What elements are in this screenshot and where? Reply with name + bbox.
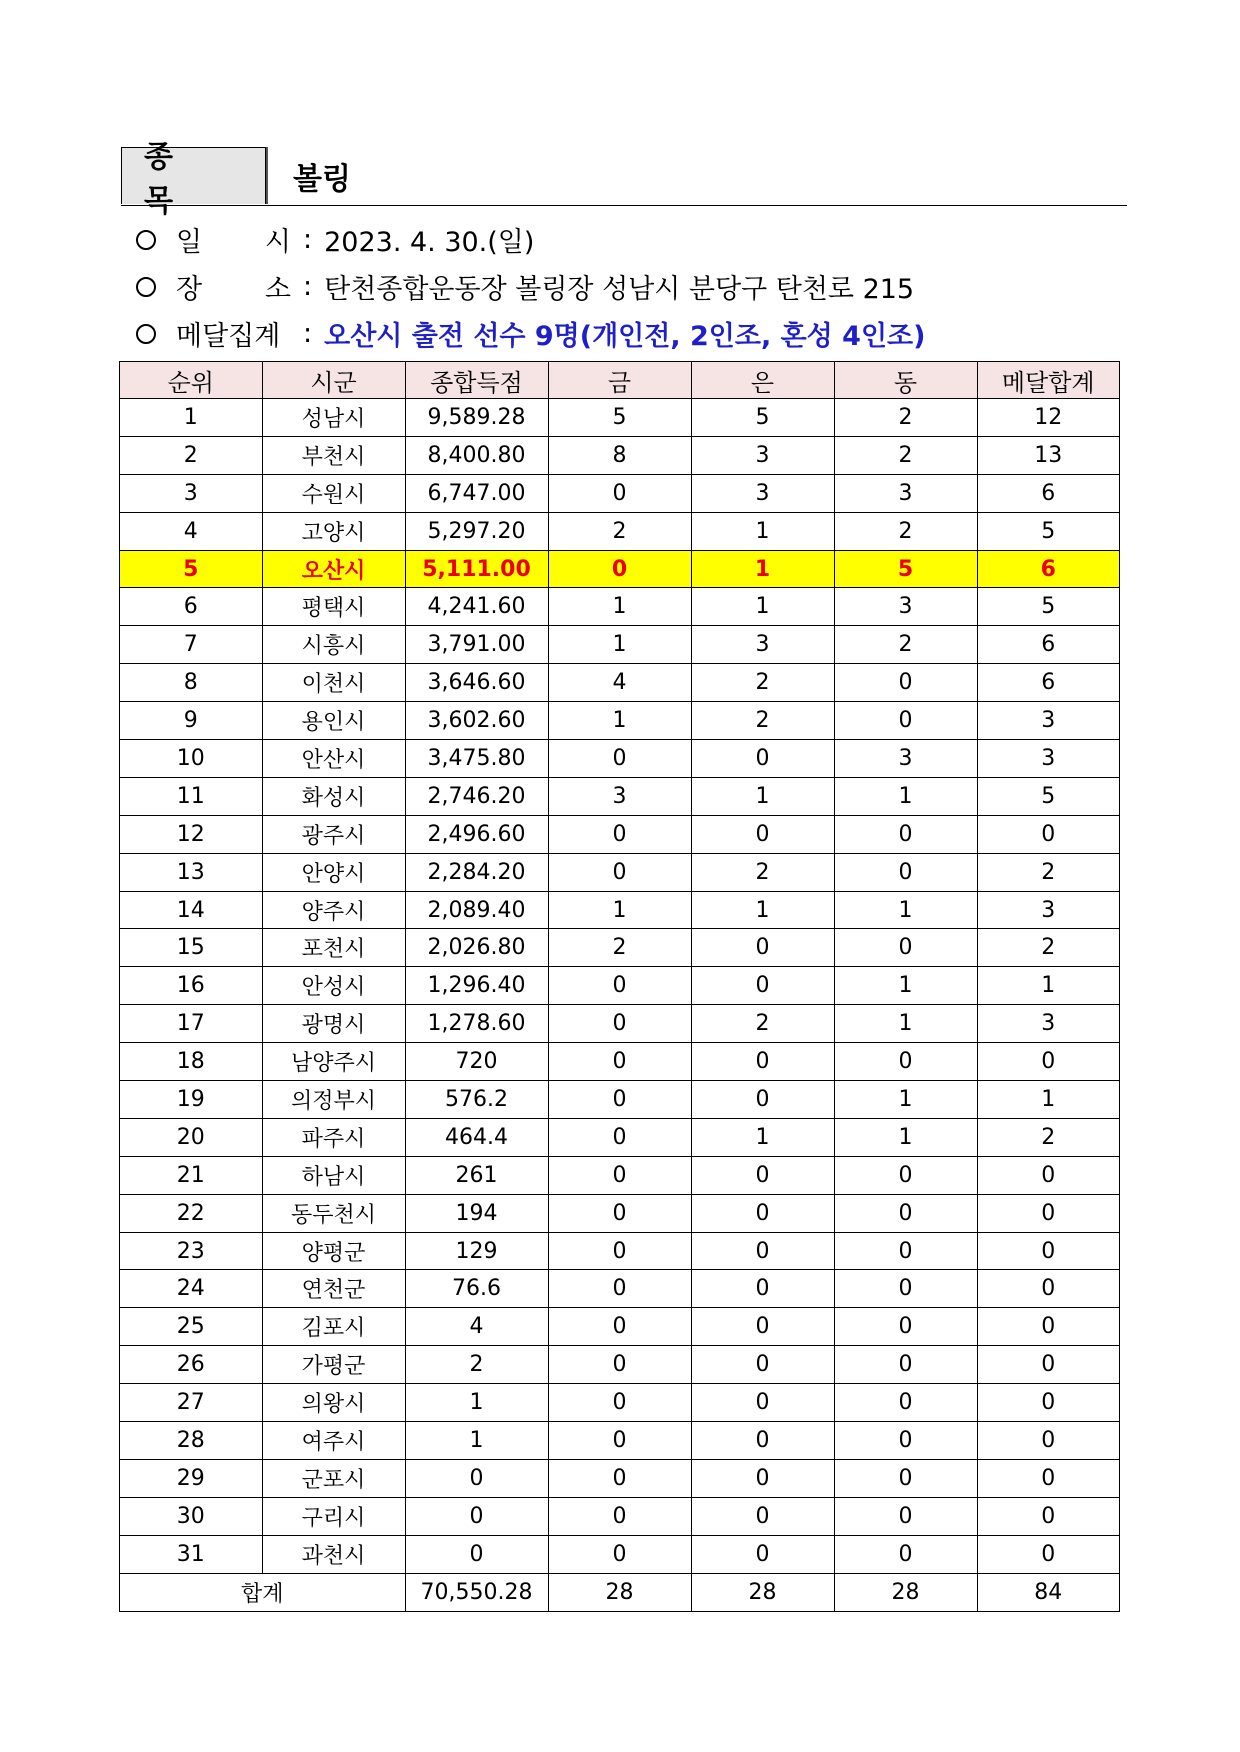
medal-total-cell: 0 xyxy=(977,1422,1120,1460)
table-row xyxy=(120,399,1120,437)
city-cell: 여주시 xyxy=(262,1422,405,1460)
city-cell: 양평군 xyxy=(262,1232,405,1270)
city-cell: 안산시 xyxy=(262,740,405,778)
table-row xyxy=(120,929,1120,967)
medal-total-cell: 1 xyxy=(977,967,1120,1005)
gold-cell: 1 xyxy=(548,626,691,664)
table-row xyxy=(120,853,1120,891)
silver-cell: 3 xyxy=(691,436,834,474)
score-cell: 4 xyxy=(405,1308,548,1346)
medal-total-cell: 2 xyxy=(977,1118,1120,1156)
silver-cell: 0 xyxy=(691,1194,834,1232)
city-cell: 부천시 xyxy=(262,436,405,474)
silver-cell: 0 xyxy=(691,1043,834,1081)
rank-cell: 21 xyxy=(120,1156,263,1194)
gold-cell: 0 xyxy=(548,1081,691,1119)
gold-cell: 0 xyxy=(548,1118,691,1156)
table-row xyxy=(120,967,1120,1005)
score-cell: 0 xyxy=(405,1535,548,1573)
score-cell: 464.4 xyxy=(405,1118,548,1156)
score-cell: 1,296.40 xyxy=(405,967,548,1005)
medal-total-cell: 0 xyxy=(977,1156,1120,1194)
rank-cell: 26 xyxy=(120,1346,263,1384)
table-row xyxy=(120,815,1120,853)
gold-cell: 0 xyxy=(548,1156,691,1194)
rank-cell: 7 xyxy=(120,626,263,664)
medal-total-cell: 5 xyxy=(977,777,1120,815)
title-value: 볼링 xyxy=(293,161,351,197)
bronze-cell: 0 xyxy=(834,1308,977,1346)
silver-cell: 1 xyxy=(691,512,834,550)
silver-cell: 0 xyxy=(691,1081,834,1119)
total-score: 70,550.28 xyxy=(405,1573,548,1611)
column-header-city: 시군 xyxy=(262,362,405,399)
rank-cell: 12 xyxy=(120,815,263,853)
score-cell: 8,400.80 xyxy=(405,436,548,474)
rank-cell: 30 xyxy=(120,1497,263,1535)
rank-cell: 9 xyxy=(120,702,263,740)
gold-cell: 8 xyxy=(548,436,691,474)
city-cell: 고양시 xyxy=(262,512,405,550)
column-header-silver: 은 xyxy=(691,362,834,399)
silver-cell: 0 xyxy=(691,1535,834,1573)
gold-cell: 1 xyxy=(548,891,691,929)
table-row xyxy=(120,1535,1120,1573)
rank-cell: 25 xyxy=(120,1308,263,1346)
table-row xyxy=(120,1497,1120,1535)
circle-bullet-icon xyxy=(136,230,156,250)
silver-cell: 0 xyxy=(691,1384,834,1422)
table-row xyxy=(120,740,1120,778)
silver-cell: 1 xyxy=(691,588,834,626)
gold-cell: 0 xyxy=(548,474,691,512)
table-row xyxy=(120,436,1120,474)
score-cell: 2 xyxy=(405,1346,548,1384)
silver-cell: 0 xyxy=(691,967,834,1005)
bronze-cell: 0 xyxy=(834,1270,977,1308)
silver-cell: 0 xyxy=(691,1270,834,1308)
rank-cell: 4 xyxy=(120,512,263,550)
info-summary-value: 오산시 출전 선수 9명(개인전, 2인조, 혼성 4인조) xyxy=(324,321,926,352)
bronze-cell: 1 xyxy=(834,1005,977,1043)
gold-cell: 0 xyxy=(548,1535,691,1573)
gold-cell: 0 xyxy=(548,1459,691,1497)
city-cell: 남양주시 xyxy=(262,1043,405,1081)
table-row xyxy=(120,1270,1120,1308)
medal-total-cell: 5 xyxy=(977,512,1120,550)
medal-total-cell: 6 xyxy=(977,626,1120,664)
bronze-cell: 0 xyxy=(834,1535,977,1573)
gold-cell: 0 xyxy=(548,550,691,588)
bronze-cell: 0 xyxy=(834,702,977,740)
table-row xyxy=(120,1384,1120,1422)
rank-cell: 28 xyxy=(120,1422,263,1460)
score-cell: 2,026.80 xyxy=(405,929,548,967)
gold-cell: 0 xyxy=(548,1308,691,1346)
score-cell: 1,278.60 xyxy=(405,1005,548,1043)
score-cell: 3,646.60 xyxy=(405,664,548,702)
rank-cell: 13 xyxy=(120,853,263,891)
bronze-cell: 5 xyxy=(834,550,977,588)
gold-cell: 0 xyxy=(548,1497,691,1535)
medal-total-cell: 3 xyxy=(977,702,1120,740)
city-cell: 오산시 xyxy=(262,550,405,588)
rank-cell: 20 xyxy=(120,1118,263,1156)
medal-total-cell: 0 xyxy=(977,1043,1120,1081)
rank-cell: 10 xyxy=(120,740,263,778)
bronze-cell: 0 xyxy=(834,1384,977,1422)
silver-cell: 3 xyxy=(691,474,834,512)
info-colon: : xyxy=(303,271,313,302)
medal-total-cell: 13 xyxy=(977,436,1120,474)
city-cell: 시흥시 xyxy=(262,626,405,664)
score-cell: 9,589.28 xyxy=(405,399,548,437)
gold-cell: 0 xyxy=(548,1194,691,1232)
medal-total-cell: 3 xyxy=(977,740,1120,778)
gold-cell: 3 xyxy=(548,777,691,815)
score-cell: 2,496.60 xyxy=(405,815,548,853)
table-row xyxy=(120,474,1120,512)
column-header-score: 종합득점 xyxy=(405,362,548,399)
bronze-cell: 2 xyxy=(834,436,977,474)
city-cell: 광명시 xyxy=(262,1005,405,1043)
silver-cell: 2 xyxy=(691,1005,834,1043)
rank-cell: 5 xyxy=(120,550,263,588)
gold-cell: 2 xyxy=(548,512,691,550)
rank-cell: 14 xyxy=(120,891,263,929)
total-label: 합계 xyxy=(120,1573,406,1611)
rank-cell: 8 xyxy=(120,664,263,702)
table-row xyxy=(120,512,1120,550)
rank-cell: 6 xyxy=(120,588,263,626)
medal-total-cell: 1 xyxy=(977,1081,1120,1119)
rank-cell: 11 xyxy=(120,777,263,815)
score-cell: 5,297.20 xyxy=(405,512,548,550)
medal-total-cell: 0 xyxy=(977,815,1120,853)
score-cell: 261 xyxy=(405,1156,548,1194)
rank-cell: 23 xyxy=(120,1232,263,1270)
medal-total-cell: 6 xyxy=(977,474,1120,512)
score-cell: 0 xyxy=(405,1459,548,1497)
bronze-cell: 3 xyxy=(834,588,977,626)
score-cell: 2,746.20 xyxy=(405,777,548,815)
city-cell: 의왕시 xyxy=(262,1384,405,1422)
title-row xyxy=(121,140,1127,219)
city-cell: 양주시 xyxy=(262,891,405,929)
table-row xyxy=(120,1459,1120,1497)
bronze-cell: 3 xyxy=(834,740,977,778)
rank-cell: 2 xyxy=(120,436,263,474)
rank-cell: 24 xyxy=(120,1270,263,1308)
city-cell: 군포시 xyxy=(262,1459,405,1497)
city-cell: 안양시 xyxy=(262,853,405,891)
score-cell: 5,111.00 xyxy=(405,550,548,588)
circle-bullet-icon xyxy=(136,324,156,344)
total-bronze: 28 xyxy=(834,1573,977,1611)
silver-cell: 0 xyxy=(691,1422,834,1460)
medal-total-cell: 0 xyxy=(977,1346,1120,1384)
rank-cell: 16 xyxy=(120,967,263,1005)
bronze-cell: 0 xyxy=(834,1422,977,1460)
gold-cell: 0 xyxy=(548,967,691,1005)
score-cell: 2,089.40 xyxy=(405,891,548,929)
silver-cell: 0 xyxy=(691,1308,834,1346)
score-cell: 2,284.20 xyxy=(405,853,548,891)
info-venue-value: 탄천종합운동장 볼링장 성남시 분당구 탄천로 215 xyxy=(324,274,915,305)
medal-total-cell: 3 xyxy=(977,891,1120,929)
medal-total-cell: 0 xyxy=(977,1308,1120,1346)
medal-total-cell: 12 xyxy=(977,399,1120,437)
table-row xyxy=(120,1346,1120,1384)
bronze-cell: 0 xyxy=(834,664,977,702)
table-header-row xyxy=(120,362,1120,399)
medal-total-cell: 0 xyxy=(977,1384,1120,1422)
score-cell: 129 xyxy=(405,1232,548,1270)
silver-cell: 0 xyxy=(691,740,834,778)
column-header-rank: 순위 xyxy=(120,362,263,399)
total-medals: 84 xyxy=(977,1573,1120,1611)
score-cell: 3,791.00 xyxy=(405,626,548,664)
city-cell: 수원시 xyxy=(262,474,405,512)
city-cell: 가평군 xyxy=(262,1346,405,1384)
gold-cell: 0 xyxy=(548,1384,691,1422)
bronze-cell: 0 xyxy=(834,1156,977,1194)
silver-cell: 0 xyxy=(691,1497,834,1535)
city-cell: 성남시 xyxy=(262,399,405,437)
score-cell: 0 xyxy=(405,1497,548,1535)
info-date-value: 2023. 4. 30.(일) xyxy=(324,227,535,258)
rank-cell: 18 xyxy=(120,1043,263,1081)
table-row xyxy=(120,550,1120,588)
medal-total-cell: 0 xyxy=(977,1232,1120,1270)
info-colon: : xyxy=(303,318,313,349)
rank-cell: 17 xyxy=(120,1005,263,1043)
table-row xyxy=(120,1156,1120,1194)
table-row xyxy=(120,1194,1120,1232)
bronze-cell: 3 xyxy=(834,474,977,512)
silver-cell: 0 xyxy=(691,815,834,853)
score-cell: 720 xyxy=(405,1043,548,1081)
medal-total-cell: 0 xyxy=(977,1194,1120,1232)
score-cell: 3,602.60 xyxy=(405,702,548,740)
silver-cell: 0 xyxy=(691,1156,834,1194)
score-cell: 3,475.80 xyxy=(405,740,548,778)
table-row xyxy=(120,664,1120,702)
gold-cell: 0 xyxy=(548,1232,691,1270)
score-cell: 4,241.60 xyxy=(405,588,548,626)
bronze-cell: 2 xyxy=(834,626,977,664)
table-row xyxy=(120,1043,1120,1081)
gold-cell: 5 xyxy=(548,399,691,437)
gold-cell: 4 xyxy=(548,664,691,702)
gold-cell: 0 xyxy=(548,740,691,778)
silver-cell: 0 xyxy=(691,929,834,967)
medal-total-cell: 3 xyxy=(977,1005,1120,1043)
score-cell: 6,747.00 xyxy=(405,474,548,512)
gold-cell: 0 xyxy=(548,1346,691,1384)
rank-cell: 3 xyxy=(120,474,263,512)
city-cell: 용인시 xyxy=(262,702,405,740)
table-row xyxy=(120,1081,1120,1119)
city-cell: 구리시 xyxy=(262,1497,405,1535)
bronze-cell: 1 xyxy=(834,967,977,1005)
bronze-cell: 0 xyxy=(834,1232,977,1270)
circle-bullet-icon xyxy=(136,277,156,297)
table-body xyxy=(120,399,1120,1574)
table-row xyxy=(120,1308,1120,1346)
city-cell: 김포시 xyxy=(262,1308,405,1346)
city-cell: 이천시 xyxy=(262,664,405,702)
silver-cell: 1 xyxy=(691,891,834,929)
gold-cell: 0 xyxy=(548,1270,691,1308)
silver-cell: 5 xyxy=(691,399,834,437)
info-summary-label: 메달집계 xyxy=(176,321,281,352)
column-header-gold: 금 xyxy=(548,362,691,399)
city-cell: 하남시 xyxy=(262,1156,405,1194)
info-date-label: 일 시 xyxy=(176,227,291,258)
table-row xyxy=(120,1422,1120,1460)
city-cell: 광주시 xyxy=(262,815,405,853)
rank-cell: 19 xyxy=(120,1081,263,1119)
bronze-cell: 0 xyxy=(834,1346,977,1384)
silver-cell: 0 xyxy=(691,1346,834,1384)
bronze-cell: 1 xyxy=(834,891,977,929)
medal-table xyxy=(119,361,1120,1612)
gold-cell: 2 xyxy=(548,929,691,967)
gold-cell: 0 xyxy=(548,853,691,891)
city-cell: 포천시 xyxy=(262,929,405,967)
bronze-cell: 1 xyxy=(834,777,977,815)
column-header-bronze: 동 xyxy=(834,362,977,399)
info-colon: : xyxy=(303,224,313,255)
bronze-cell: 0 xyxy=(834,1194,977,1232)
gold-cell: 1 xyxy=(548,702,691,740)
silver-cell: 1 xyxy=(691,550,834,588)
table-row xyxy=(120,626,1120,664)
bronze-cell: 2 xyxy=(834,512,977,550)
info-venue-label: 장 소 xyxy=(176,274,291,305)
gold-cell: 0 xyxy=(548,1422,691,1460)
silver-cell: 0 xyxy=(691,1232,834,1270)
info-date xyxy=(136,220,534,259)
rank-cell: 22 xyxy=(120,1194,263,1232)
rank-cell: 29 xyxy=(120,1459,263,1497)
medal-total-cell: 6 xyxy=(977,664,1120,702)
bronze-cell: 0 xyxy=(834,1043,977,1081)
medal-total-cell: 0 xyxy=(977,1459,1120,1497)
table-row xyxy=(120,777,1120,815)
table-row xyxy=(120,1232,1120,1270)
total-silver: 28 xyxy=(691,1573,834,1611)
medal-total-cell: 0 xyxy=(977,1270,1120,1308)
gold-cell: 0 xyxy=(548,815,691,853)
score-cell: 76.6 xyxy=(405,1270,548,1308)
rank-cell: 27 xyxy=(120,1384,263,1422)
medal-total-cell: 6 xyxy=(977,550,1120,588)
silver-cell: 2 xyxy=(691,664,834,702)
bronze-cell: 0 xyxy=(834,1459,977,1497)
table-row xyxy=(120,588,1120,626)
city-cell: 과천시 xyxy=(262,1535,405,1573)
bronze-cell: 0 xyxy=(834,853,977,891)
silver-cell: 1 xyxy=(691,777,834,815)
gold-cell: 0 xyxy=(548,1043,691,1081)
bronze-cell: 1 xyxy=(834,1118,977,1156)
medal-total-cell: 2 xyxy=(977,853,1120,891)
rank-cell: 31 xyxy=(120,1535,263,1573)
city-cell: 파주시 xyxy=(262,1118,405,1156)
gold-cell: 0 xyxy=(548,1005,691,1043)
city-cell: 안성시 xyxy=(262,967,405,1005)
silver-cell: 3 xyxy=(691,626,834,664)
rank-cell: 15 xyxy=(120,929,263,967)
score-cell: 1 xyxy=(405,1422,548,1460)
info-venue xyxy=(136,267,914,306)
table-row xyxy=(120,891,1120,929)
rank-cell: 1 xyxy=(120,399,263,437)
silver-cell: 2 xyxy=(691,702,834,740)
table-row xyxy=(120,702,1120,740)
table-row xyxy=(120,1118,1120,1156)
city-cell: 의정부시 xyxy=(262,1081,405,1119)
total-gold: 28 xyxy=(548,1573,691,1611)
table-row xyxy=(120,1005,1120,1043)
city-cell: 평택시 xyxy=(262,588,405,626)
total-row xyxy=(120,1573,1120,1611)
bronze-cell: 0 xyxy=(834,929,977,967)
bronze-cell: 0 xyxy=(834,815,977,853)
city-cell: 화성시 xyxy=(262,777,405,815)
silver-cell: 0 xyxy=(691,1459,834,1497)
column-header-medal-total: 메달합계 xyxy=(977,362,1120,399)
gold-cell: 1 xyxy=(548,588,691,626)
bronze-cell: 0 xyxy=(834,1497,977,1535)
bronze-cell: 2 xyxy=(834,399,977,437)
medal-total-cell: 5 xyxy=(977,588,1120,626)
score-cell: 576.2 xyxy=(405,1081,548,1119)
medal-total-cell: 0 xyxy=(977,1497,1120,1535)
city-cell: 연천군 xyxy=(262,1270,405,1308)
city-cell: 동두천시 xyxy=(262,1194,405,1232)
info-summary xyxy=(136,314,925,353)
score-cell: 1 xyxy=(405,1384,548,1422)
medal-total-cell: 2 xyxy=(977,929,1120,967)
score-cell: 194 xyxy=(405,1194,548,1232)
silver-cell: 1 xyxy=(691,1118,834,1156)
bronze-cell: 1 xyxy=(834,1081,977,1119)
silver-cell: 2 xyxy=(691,853,834,891)
title-label: 종 목 xyxy=(121,147,266,204)
medal-total-cell: 0 xyxy=(977,1535,1120,1573)
